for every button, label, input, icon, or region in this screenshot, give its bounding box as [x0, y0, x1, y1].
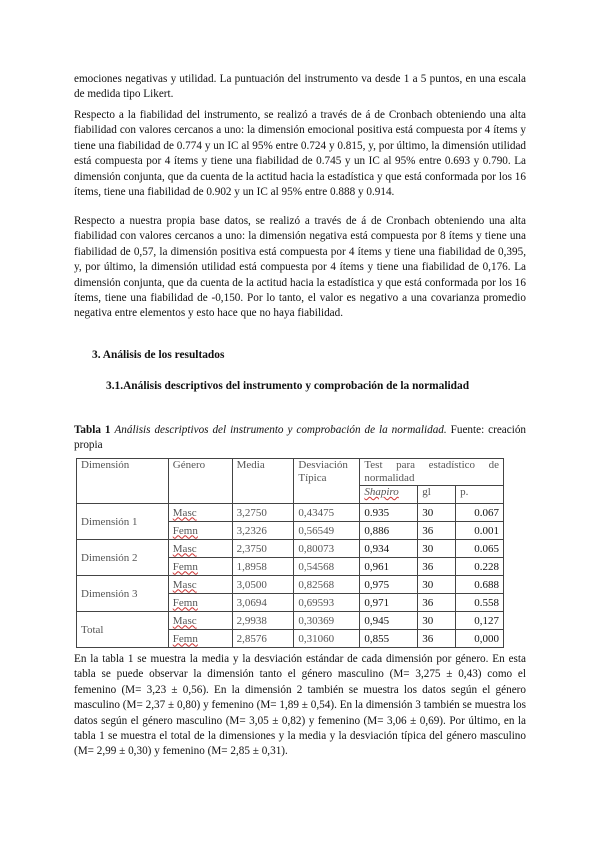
cell-dimension: Dimensión 1: [77, 504, 169, 540]
cell-shapiro: 0,975: [360, 576, 418, 594]
table-caption-source: Fuente: creación propia: [74, 424, 527, 451]
cell-genero: Masc: [168, 504, 232, 522]
paragraph-table-description: En la tabla 1 se muestra la media y la desviación estándar de cada dimensión por género. En esta tabla se puede observar la dimensión tanto el género masculino (M= 3,275 ± 0,43) como el femenino (M= 3,23 ± 0,56). En la dimensión 2 también se muestra los datos según el género masculino (M= 2,37 ± 0,80) y femenino (M= 1,89 ± 0,54). En la dimensión 3 también se muestra los datos según el género masculino (M= 3,05 ± 0,82) y femenino (M= 3,06 ± 0,69). Por último, en la tabla 1 se muestra el total de la dimensiones y la media y la desviación típica del género masculino (M= 2,99 ± 0,30) y femenino (M= 2,85 ± 0,31).: [74, 653, 526, 758]
cell-sd: 0,80073: [294, 540, 360, 558]
cell-p: 0,127: [456, 612, 504, 630]
header-genero: Género: [168, 459, 232, 504]
cell-gl: 36: [418, 594, 456, 612]
header-test-normalidad: Test para estadístico de normalidad: [360, 459, 504, 486]
table-row: [77, 540, 504, 558]
cell-media: 2,3750: [232, 540, 294, 558]
header-p: p.: [456, 486, 504, 504]
cell-media: 3,0694: [232, 594, 294, 612]
cell-gl: 30: [418, 576, 456, 594]
cell-sd: 0,82568: [294, 576, 360, 594]
cell-shapiro: 0.935: [360, 504, 418, 522]
cell-p: 0,000: [456, 630, 504, 648]
cell-genero: Femn: [168, 558, 232, 576]
header-desviacion: Desviación Típica: [294, 459, 360, 504]
cell-p: 0.065: [456, 540, 504, 558]
cell-p: 0.067: [456, 504, 504, 522]
table-caption-title: Análisis descriptivos del instrumento y comprobación de la normalidad.: [114, 424, 447, 436]
table-caption: [74, 423, 526, 453]
cell-gl: 30: [418, 540, 456, 558]
cell-dimension: Total: [77, 612, 169, 648]
cell-media: 3,2750: [232, 504, 294, 522]
cell-genero: Masc: [168, 540, 232, 558]
cell-shapiro: 0,934: [360, 540, 418, 558]
cell-shapiro: 0,945: [360, 612, 418, 630]
cell-p: 0.688: [456, 576, 504, 594]
cell-shapiro: 0,971: [360, 594, 418, 612]
cell-sd: 0,30369: [294, 612, 360, 630]
table-row: [77, 576, 504, 594]
paragraph-reliability-own-data: Respecto a nuestra propia base datos, se realizó a través de á de Cronbach obteniendo una alta fiabilidad con valores cercanos a uno: la dimensión negativa está compuesta por 8 ítems y tiene una fiabilidad de 0,57, la dimensión positiva está compuesta por 4 ítems y tiene una fiabilidad de 0,395, y, por último, la dimensión utilidad está compuesta por 4 ítems y tiene una fiabilidad de 0,176. La dimensión conjunta, que da cuenta de la actitud hacia la estadística y que está conformada por los 16 ítems, tiene una fiabilidad de -0,150. Por lo tanto, el valor es negativo a una covarianza promedio negativa entre elementos y esto hace que no haya fiabilidad.: [74, 215, 526, 320]
cell-gl: 30: [418, 504, 456, 522]
paragraph-intro-end: emociones negativas y utilidad. La puntuación del instrumento va desde 1 a 5 puntos, en una escala de medida tipo Likert.: [74, 73, 526, 101]
table-row: [77, 504, 504, 522]
paragraph-reliability-instrument: Respecto a la fiabilidad del instrumento, se realizó a través de á de Cronbach obteniendo una alta fiabilidad con valores cercanos a uno: la dimensión emocional positiva está compuesta por 4 ítems y tiene una fiabilidad de 0.774 y un IC al 95% entre 0.724 y 0.815, y, por último, la dimensión utilidad está compuesta por 4 ítems y tiene una fiabilidad de 0.745 y un IC al 95% entre 0.693 y 0.790. La dimensión conjunta, que da cuenta de la actitud hacia la estadística y que está conformada por los 16 ítems, tiene una fiabilidad de 0.902 y un IC al 95% entre 0.888 y 0.914.: [74, 109, 526, 199]
cell-p: 0.228: [456, 558, 504, 576]
cell-sd: 0,43475: [294, 504, 360, 522]
cell-shapiro: 0,961: [360, 558, 418, 576]
cell-p: 0.558: [456, 594, 504, 612]
header-gl: gl: [418, 486, 456, 504]
cell-media: 1,8958: [232, 558, 294, 576]
header-shapiro: Shapiro: [360, 486, 418, 504]
section-heading-results: 3. Análisis de los resultados: [92, 349, 225, 361]
cell-genero: Masc: [168, 612, 232, 630]
cell-sd: 0,56549: [294, 522, 360, 540]
cell-genero: Femn: [168, 630, 232, 648]
descriptive-stats-table: [76, 458, 504, 648]
header-media: Media: [232, 459, 294, 504]
cell-media: 2,8576: [232, 630, 294, 648]
cell-dimension: Dimensión 3: [77, 576, 169, 612]
table-caption-label: Tabla 1: [74, 424, 111, 436]
table-header-row: [77, 459, 504, 486]
subsection-heading-descriptive: 3.1.Análisis descriptivos del instrumento y comprobación de la normalidad: [106, 380, 470, 392]
cell-media: 3,0500: [232, 576, 294, 594]
header-dimension: Dimensión: [77, 459, 169, 504]
cell-media: 3,2326: [232, 522, 294, 540]
cell-genero: Femn: [168, 522, 232, 540]
cell-sd: 0,31060: [294, 630, 360, 648]
cell-media: 2,9938: [232, 612, 294, 630]
cell-sd: 0,69593: [294, 594, 360, 612]
cell-shapiro: 0,855: [360, 630, 418, 648]
cell-genero: Masc: [168, 576, 232, 594]
cell-genero: Femn: [168, 594, 232, 612]
cell-p: 0.001: [456, 522, 504, 540]
cell-gl: 36: [418, 558, 456, 576]
cell-gl: 30: [418, 612, 456, 630]
cell-shapiro: 0,886: [360, 522, 418, 540]
table-row: [77, 612, 504, 630]
cell-gl: 36: [418, 522, 456, 540]
cell-gl: 36: [418, 630, 456, 648]
cell-dimension: Dimensión 2: [77, 540, 169, 576]
cell-sd: 0,54568: [294, 558, 360, 576]
